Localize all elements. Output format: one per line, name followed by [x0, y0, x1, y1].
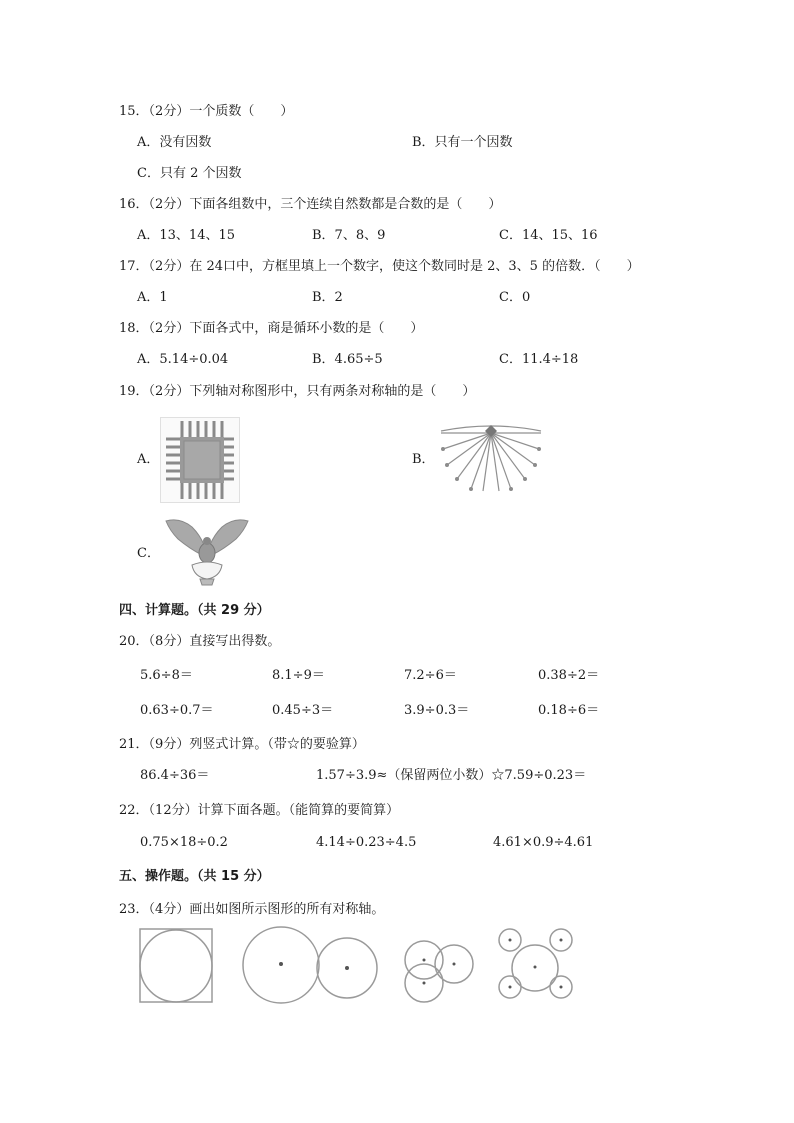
q18-option-a: A．5.14÷0.04	[137, 352, 229, 367]
q22-expression-2: 4.14÷0.23÷4.5	[316, 835, 417, 850]
q17-option-b: B．2	[312, 290, 343, 305]
question-21-stem: 21．（9分）列竖式计算。（带☆的要验算）	[119, 737, 365, 752]
section-4-heading: 四、计算题。（共 29 分）	[119, 603, 270, 618]
figure-c-eagle-image	[162, 515, 252, 589]
q21-expression-1: 86.4÷36＝	[140, 768, 210, 783]
q16-option-c: C．14、15、16	[499, 228, 598, 243]
q21-expression-2: 1.57÷3.9≈（保留两位小数）☆7.59÷0.23＝	[316, 768, 587, 783]
question-20-stem: 20．（8分）直接写出得数。	[119, 634, 281, 649]
q20-expression: 0.45÷3＝	[272, 703, 334, 718]
q19-option-c: C．	[137, 546, 160, 561]
question-22-stem: 22．（12分）计算下面各题。（能简算的要简算）	[119, 803, 400, 818]
question-23-stem: 23．（4分）画出如图所示图形的所有对称轴。	[119, 902, 385, 917]
q16-option-b: B．7、8、9	[312, 228, 386, 243]
q19-option-b: B．	[412, 452, 435, 467]
q22-expression-1: 0.75×18÷0.2	[140, 835, 228, 850]
q22-expression-3: 4.61×0.9÷4.61	[493, 835, 594, 850]
q17-option-c: C．0	[499, 290, 531, 305]
question-17-stem: 17．（2分）在 24口中，方框里填上一个数字，使这个数同时是 2、3、5 的倍数．（ ）	[119, 259, 640, 274]
q18-option-c: C．11.4÷18	[499, 352, 579, 367]
q20-expression: 0.63÷0.7＝	[140, 703, 214, 718]
q15-option-a: A．没有因数	[137, 135, 212, 150]
question-16-stem: 16．（2分）下面各组数中，三个连续自然数都是合数的是（ ）	[119, 197, 502, 212]
q20-expression: 5.6÷8＝	[140, 668, 193, 683]
q20-expression: 7.2÷6＝	[404, 668, 457, 683]
figure-b-fan-image	[437, 423, 545, 495]
q17-option-a: A．1	[137, 290, 168, 305]
question-18-stem: 18．（2分）下面各式中，商是循环小数的是（ ）	[119, 321, 424, 336]
question-15-stem: 15．（2分）一个质数（ ）	[119, 104, 294, 119]
q20-expression: 0.18÷6＝	[538, 703, 600, 718]
section-5-heading: 五、操作题。（共 15 分）	[119, 869, 270, 884]
q18-option-b: B．4.65÷5	[312, 352, 383, 367]
q20-expression: 8.1÷9＝	[272, 668, 325, 683]
q20-expression: 0.38÷2＝	[538, 668, 600, 683]
figure-a-chip-image	[160, 417, 240, 503]
q20-expression: 3.9÷0.3＝	[404, 703, 470, 718]
question-19-stem: 19．（2分）下列轴对称图形中，只有两条对称轴的是（ ）	[119, 384, 476, 399]
q23-figures-image	[137, 926, 579, 1006]
q15-option-c: C．只有 2 个因数	[137, 166, 242, 181]
q15-option-b: B．只有一个因数	[412, 135, 513, 150]
q19-option-a: A．	[137, 452, 160, 467]
q16-option-a: A．13、14、15	[137, 228, 236, 243]
